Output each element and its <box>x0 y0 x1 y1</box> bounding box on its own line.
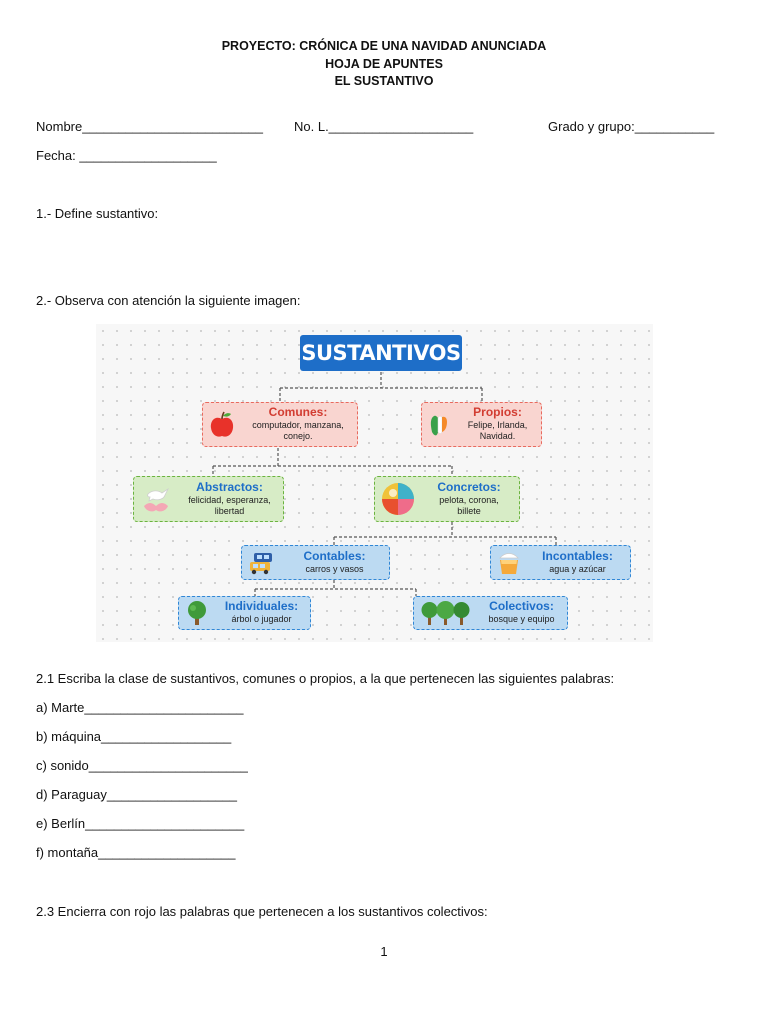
ireland-map-icon <box>428 412 450 438</box>
sustantivos-diagram <box>96 324 653 642</box>
comunes-examples-1: computador, manzana, <box>252 420 344 430</box>
item-b: b) máquina__________________ <box>36 729 232 744</box>
colectivos-examples: bosque y equipo <box>488 614 555 624</box>
propios-examples-1: Felipe, Irlanda, <box>467 420 528 430</box>
individuales-label: Individuales: <box>224 599 299 613</box>
ball-icon <box>381 482 415 516</box>
forest-icon <box>420 600 472 626</box>
item-a: a) Marte______________________ <box>36 700 244 715</box>
propios-label: Propios: <box>473 405 522 419</box>
node-propios <box>421 402 542 447</box>
question-1: 1.- Define sustantivo: <box>36 206 159 221</box>
item-f: f) montaña___________________ <box>36 845 236 860</box>
topic-title: EL SUSTANTIVO <box>334 74 434 88</box>
item-c: c) sonido______________________ <box>36 758 248 773</box>
concretos-examples-2: billete <box>457 505 481 516</box>
individuales-examples: árbol o jugador <box>231 614 292 624</box>
fecha-field: Fecha: ___________________ <box>36 148 217 163</box>
node-concretos <box>374 476 520 522</box>
page-number: 1 <box>380 944 388 959</box>
contables-examples: carros y vasos <box>305 563 364 574</box>
diagram-title: SUSTANTIVOS <box>300 335 462 371</box>
question-2-1: 2.1 Escriba la clase de sustantivos, comunes o propios, a la que pertenecen las siguientes palabras: <box>36 671 615 686</box>
node-abstractos <box>133 476 284 522</box>
colectivos-label: Colectivos: <box>489 599 554 613</box>
sheet-title: HOJA DE APUNTES <box>325 56 443 71</box>
contables-label: Contables: <box>303 548 366 563</box>
abstractos-label: Abstractos: <box>196 479 263 494</box>
propios-examples-2: Navidad. <box>479 431 516 441</box>
tree-icon <box>185 600 209 626</box>
grado-field: Grado y grupo:___________ <box>548 119 715 134</box>
header <box>0 38 768 91</box>
apple-icon <box>209 411 235 439</box>
item-d: d) Paraguay__________________ <box>36 787 237 802</box>
sugar-water-icon <box>497 550 521 576</box>
abstractos-examples-2: libertad <box>214 505 245 516</box>
node-comunes <box>202 402 358 447</box>
question-2-3: 2.3 Encierra con rojo las palabras que pertenecen a los sustantivos colectivos: <box>36 904 488 919</box>
item-e: e) Berlín______________________ <box>36 816 245 831</box>
comunes-examples-2: conejo. <box>283 431 313 441</box>
cars-icon <box>248 551 276 575</box>
comunes-label: Comunes: <box>268 405 328 419</box>
node-contables <box>241 545 390 580</box>
incontables-examples: agua y azúcar <box>549 563 606 574</box>
abstractos-examples-1: felicidad, esperanza, <box>188 494 271 505</box>
node-colectivos <box>413 596 568 630</box>
question-2: 2.- Observa con atención la siguiente imagen: <box>36 293 301 308</box>
project-title: PROYECTO: CRÓNICA DE UNA NAVIDAD ANUNCIADA <box>221 39 547 53</box>
incontables-label: Incontables: <box>542 548 613 563</box>
concretos-label: Concretos: <box>437 479 501 494</box>
node-individuales <box>178 596 311 630</box>
node-incontables <box>490 545 631 580</box>
dove-hands-icon <box>140 484 172 514</box>
nombre-field: Nombre_________________________ <box>36 119 263 134</box>
concretos-examples-1: pelota, corona, <box>439 494 499 505</box>
nol-field: No. L.____________________ <box>294 119 474 134</box>
